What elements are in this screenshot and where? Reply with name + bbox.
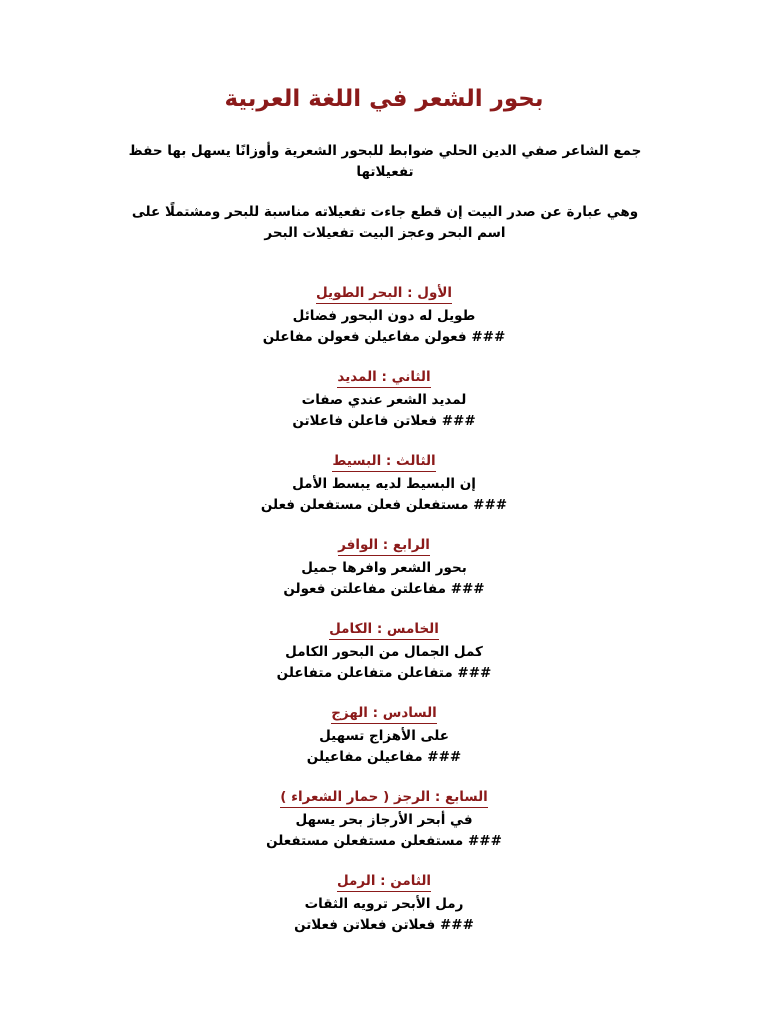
- meter-entry: [0, 870, 768, 954]
- meter-entry: [0, 534, 768, 618]
- meter-entry: [0, 366, 768, 450]
- meter-verse: بحور الشعر وافرها جميل: [301, 560, 467, 576]
- meter-scansion: ### مستفعلن فعلن مستفعلن فعلن: [260, 497, 508, 513]
- meter-verse: في أبحر الأرجاز بحر يسهل: [295, 812, 473, 828]
- meter-scansion: ### فعولن مفاعيلن فعولن مفاعلن: [262, 329, 506, 345]
- meter-verse: إن البسيط لديه يبسط الأمل: [292, 476, 476, 492]
- intro-paragraph: جمع الشاعر صفي الدين الحلي ضوابط للبحور الشعرية وأوزانًا يسهل بها حفظ تفعيلاتها: [128, 143, 642, 180]
- meter-verse: رمل الأبحر ترويه الثقات: [304, 896, 464, 912]
- meter-heading: السابع : الرجز ( حمار الشعراء ): [280, 787, 488, 808]
- page-title: بحور الشعر في اللغة العربية: [224, 86, 544, 112]
- meter-heading: الخامس : الكامل: [329, 619, 439, 640]
- meter-verse: كمل الجمال من البحور الكامل: [285, 644, 483, 660]
- meter-entry: [0, 282, 768, 366]
- meter-heading: السادس : الهزج: [331, 703, 437, 724]
- meter-scansion: ### متفاعلن متفاعلن متفاعلن: [276, 665, 492, 681]
- meter-heading: الرابع : الوافر: [338, 535, 430, 556]
- meter-entry: [0, 702, 768, 786]
- meter-heading: الثاني : المديد: [337, 367, 430, 388]
- meter-heading: الثامن : الرمل: [337, 871, 431, 892]
- intro-paragraph: وهي عبارة عن صدر البيت إن قطع جاءت تفعيلاته مناسبة للبحر ومشتملًا على اسم البحر وعجز البيت تفعيلات البحر: [131, 204, 639, 241]
- meter-scansion: ### فعلاتن فاعلن فاعلاتن: [292, 413, 476, 429]
- meter-scansion: ### مفاعلتن مفاعلتن فعولن: [283, 581, 485, 597]
- meter-entry: [0, 786, 768, 870]
- meters-list: [0, 282, 768, 954]
- meter-verse: لمديد الشعر عندي صفات: [301, 392, 467, 408]
- meter-verse: طويل له دون البحور فضائل: [292, 308, 476, 324]
- meter-heading: الأول : البحر الطويل: [316, 283, 452, 304]
- meter-scansion: ### مفاعيلن مفاعيلن: [306, 749, 462, 765]
- meter-entry: [0, 450, 768, 534]
- meter-entry: [0, 618, 768, 702]
- meter-heading: الثالث : البسيط: [332, 451, 435, 472]
- meter-verse: على الأهزاج تسهيل: [319, 728, 449, 744]
- meter-scansion: ### مستفعلن مستفعلن مستفعلن: [266, 833, 502, 849]
- meter-scansion: ### فعلاتن فعلاتن فعلاتن: [294, 917, 474, 933]
